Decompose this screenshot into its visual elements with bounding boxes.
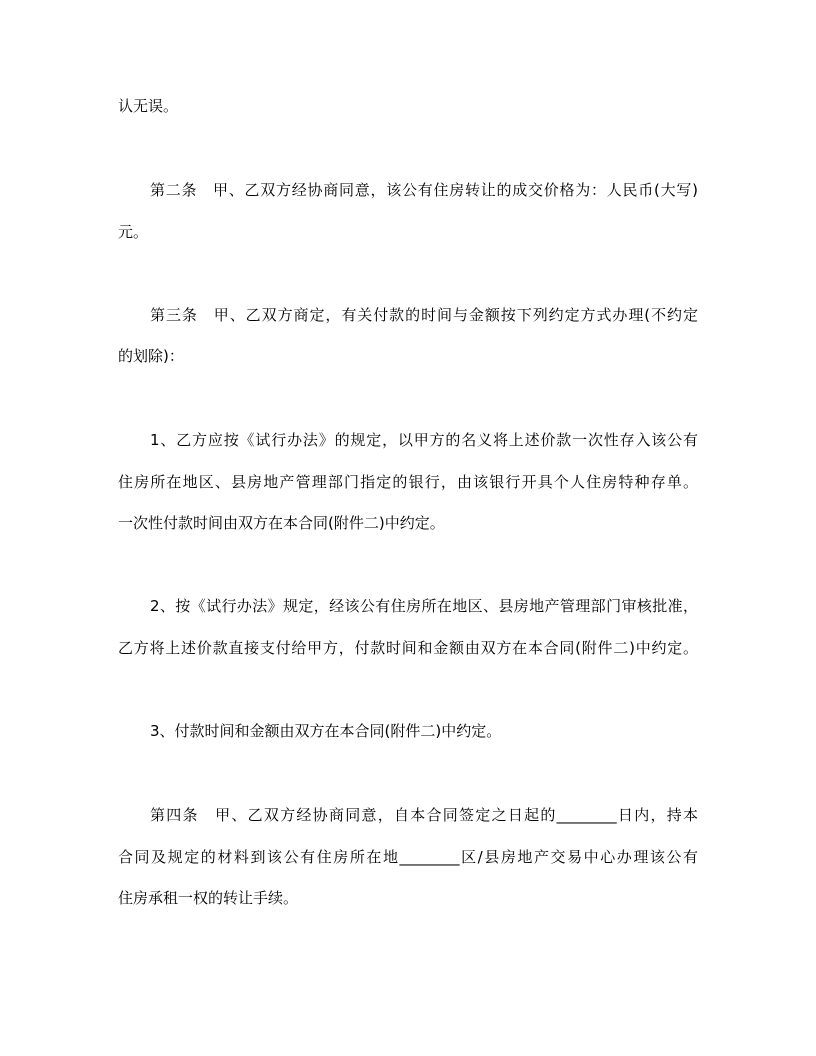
clause-2-line-2: 乙方将上述价款直接支付给甲方，付款时间和金额由双方在本合同(附件二)中约定。	[118, 639, 698, 657]
clause-3-line-1: 3、付款时间和金额由双方在本合同(附件二)中约定。	[150, 722, 502, 740]
clause-2-line-1: 2、按《试行办法》规定，经该公有住房所在地区、县房地产管理部门审核批准，	[150, 597, 698, 615]
article-4-line-3: 住房承租一权的转让手续。	[118, 889, 299, 907]
clause-1-line-1: 1、乙方应按《试行办法》的规定，以甲方的名义将上述价款一次性存入该公有	[150, 431, 698, 449]
article-4-line-1: 第四条 甲、乙双方经协商同意，自本合同签定之日起的________日内，持本	[150, 806, 698, 824]
article-2-line-2: 元。	[118, 223, 149, 241]
article-3-line-2: 的划除)：	[118, 347, 184, 365]
clause-1-line-3: 一次性付款时间由双方在本合同(附件二)中约定。	[118, 514, 445, 532]
article-2-line-1: 第二条 甲、乙双方经协商同意，该公有住房转让的成交价格为：人民币(大写)	[150, 181, 698, 199]
article-4-line-2: 合同及规定的材料到该公有住房所在地________区/县房地产交易中心办理该公有	[118, 848, 698, 866]
text-line: 认无误。	[118, 97, 179, 115]
article-3-line-1: 第三条 甲、乙双方商定，有关付款的时间与金额按下列约定方式办理(不约定	[150, 306, 698, 324]
clause-1-line-2: 住房所在地区、县房地产管理部门指定的银行，由该银行开具个人住房特种存单。	[118, 473, 698, 491]
